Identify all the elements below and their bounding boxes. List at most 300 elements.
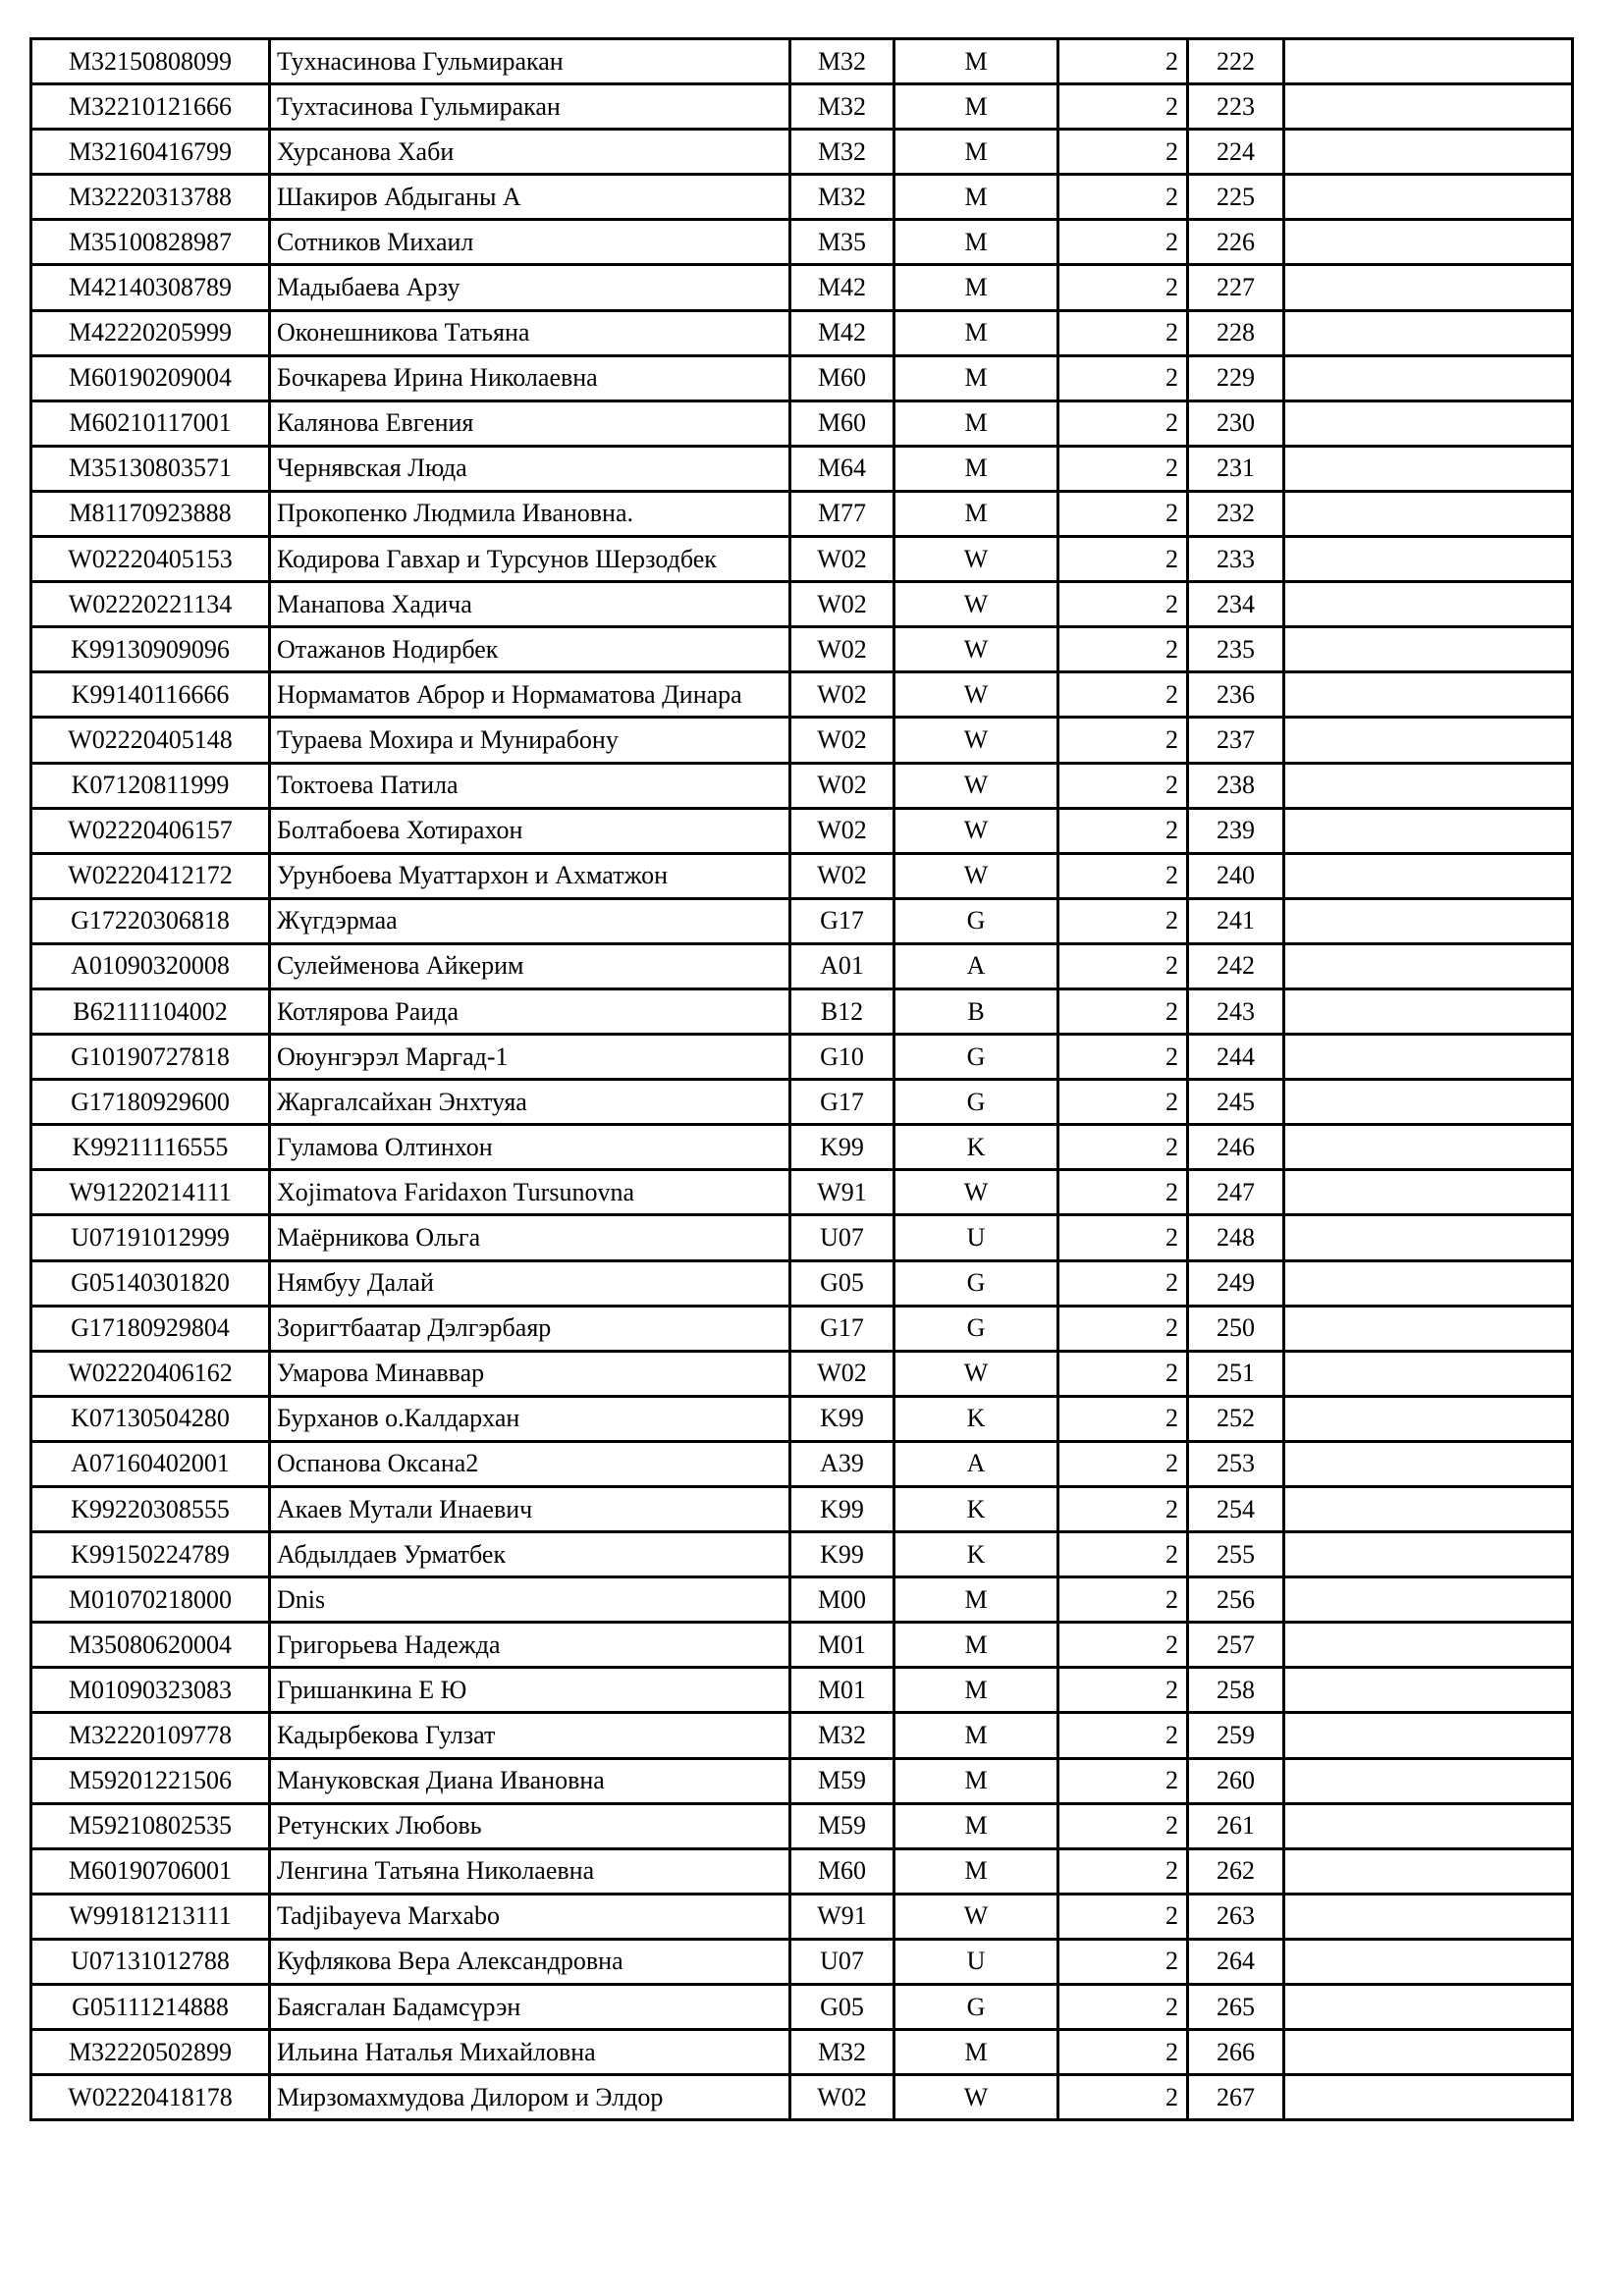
class-code-cell: K99 xyxy=(790,1532,894,1577)
class-code-cell: M32 xyxy=(790,130,894,175)
empty-cell xyxy=(1284,220,1573,265)
number-cell: 260 xyxy=(1188,1758,1284,1803)
participant-id-cell: M32220313788 xyxy=(31,175,270,220)
count-cell: 2 xyxy=(1058,1080,1188,1125)
number-cell: 241 xyxy=(1188,898,1284,943)
participant-name-cell: Ленгина Татьяна Николаевна xyxy=(270,1848,790,1894)
table-row xyxy=(31,1758,1573,1803)
count-cell: 2 xyxy=(1058,1125,1188,1170)
empty-cell xyxy=(1284,1396,1573,1441)
participant-id-cell: M59201221506 xyxy=(31,1758,270,1803)
table-row xyxy=(31,1713,1573,1758)
count-cell: 2 xyxy=(1058,1306,1188,1351)
class-code-cell: M77 xyxy=(790,491,894,536)
empty-cell xyxy=(1284,175,1573,220)
empty-cell xyxy=(1284,446,1573,491)
participant-name-cell: Котлярова Раида xyxy=(270,988,790,1034)
participant-id-cell: K99220308555 xyxy=(31,1487,270,1532)
participant-name-cell: Абдылдаев Урматбек xyxy=(270,1532,790,1577)
count-cell: 2 xyxy=(1058,1803,1188,1848)
empty-cell xyxy=(1284,400,1573,446)
empty-cell xyxy=(1284,130,1573,175)
number-cell: 258 xyxy=(1188,1668,1284,1713)
count-cell: 2 xyxy=(1058,1260,1188,1306)
group-letter-cell: G xyxy=(894,1260,1058,1306)
empty-cell xyxy=(1284,1848,1573,1894)
group-letter-cell: M xyxy=(894,175,1058,220)
count-cell: 2 xyxy=(1058,84,1188,130)
group-letter-cell: K xyxy=(894,1396,1058,1441)
table-row xyxy=(31,898,1573,943)
count-cell: 2 xyxy=(1058,2030,1188,2075)
group-letter-cell: W xyxy=(894,1351,1058,1396)
count-cell: 2 xyxy=(1058,1170,1188,1215)
class-code-cell: M60 xyxy=(790,1848,894,1894)
table-row xyxy=(31,1985,1573,2030)
participant-id-cell: M60190706001 xyxy=(31,1848,270,1894)
participant-id-cell: A01090320008 xyxy=(31,943,270,988)
empty-cell xyxy=(1284,1125,1573,1170)
number-cell: 229 xyxy=(1188,355,1284,400)
number-cell: 254 xyxy=(1188,1487,1284,1532)
empty-cell xyxy=(1284,1758,1573,1803)
table-row xyxy=(31,265,1573,310)
participant-id-cell: A07160402001 xyxy=(31,1441,270,1486)
participant-name-cell: Tadjibayeva Marxabo xyxy=(270,1894,790,1939)
class-code-cell: M42 xyxy=(790,265,894,310)
empty-cell xyxy=(1284,1215,1573,1260)
class-code-cell: W02 xyxy=(790,672,894,718)
participant-id-cell: M59210802535 xyxy=(31,1803,270,1848)
empty-cell xyxy=(1284,1487,1573,1532)
participant-id-cell: M01070218000 xyxy=(31,1577,270,1623)
class-code-cell: M59 xyxy=(790,1803,894,1848)
count-cell: 2 xyxy=(1058,988,1188,1034)
group-letter-cell: W xyxy=(894,763,1058,808)
count-cell: 2 xyxy=(1058,1939,1188,1984)
participant-id-cell: K07120811999 xyxy=(31,763,270,808)
empty-cell xyxy=(1284,582,1573,627)
class-code-cell: M01 xyxy=(790,1623,894,1668)
participant-id-cell: M01090323083 xyxy=(31,1668,270,1713)
table-row xyxy=(31,1035,1573,1080)
count-cell: 2 xyxy=(1058,1532,1188,1577)
table-row xyxy=(31,355,1573,400)
number-cell: 245 xyxy=(1188,1080,1284,1125)
class-code-cell: G17 xyxy=(790,1306,894,1351)
participant-name-cell: Ильина Наталья Михайловна xyxy=(270,2030,790,2075)
empty-cell xyxy=(1284,898,1573,943)
number-cell: 240 xyxy=(1188,853,1284,898)
count-cell: 2 xyxy=(1058,1985,1188,2030)
participant-id-cell: W02220405153 xyxy=(31,537,270,582)
group-letter-cell: M xyxy=(894,265,1058,310)
participant-id-cell: M42140308789 xyxy=(31,265,270,310)
participant-id-cell: G05111214888 xyxy=(31,1985,270,2030)
participant-name-cell: Кодирова Гавхар и Турсунов Шерзодбек xyxy=(270,537,790,582)
participant-name-cell: Оспанова Оксана2 xyxy=(270,1441,790,1486)
empty-cell xyxy=(1284,537,1573,582)
group-letter-cell: M xyxy=(894,84,1058,130)
empty-cell xyxy=(1284,2030,1573,2075)
participant-name-cell: Тухтасинова Гульмиракан xyxy=(270,84,790,130)
participant-name-cell: Бочкарева Ирина Николаевна xyxy=(270,355,790,400)
number-cell: 266 xyxy=(1188,2030,1284,2075)
count-cell: 2 xyxy=(1058,310,1188,355)
participant-id-cell: U07191012999 xyxy=(31,1215,270,1260)
participant-name-cell: Григорьева Надежда xyxy=(270,1623,790,1668)
empty-cell xyxy=(1284,1713,1573,1758)
participant-name-cell: Бурханов о.Калдархан xyxy=(270,1396,790,1441)
group-letter-cell: G xyxy=(894,1985,1058,2030)
count-cell: 2 xyxy=(1058,265,1188,310)
group-letter-cell: G xyxy=(894,1306,1058,1351)
table-row xyxy=(31,1351,1573,1396)
table-row xyxy=(31,1170,1573,1215)
group-letter-cell: M xyxy=(894,1623,1058,1668)
class-code-cell: W02 xyxy=(790,627,894,672)
participant-id-cell: W02220412172 xyxy=(31,853,270,898)
table-row xyxy=(31,220,1573,265)
participant-name-cell: Отажанов Нодирбек xyxy=(270,627,790,672)
group-letter-cell: U xyxy=(894,1939,1058,1984)
count-cell: 2 xyxy=(1058,1894,1188,1939)
class-code-cell: G05 xyxy=(790,1985,894,2030)
count-cell: 2 xyxy=(1058,130,1188,175)
number-cell: 230 xyxy=(1188,400,1284,446)
participant-id-cell: K07130504280 xyxy=(31,1396,270,1441)
participant-name-cell: Мирзомахмудова Дилором и Элдор xyxy=(270,2075,790,2120)
participant-name-cell: Мадыбаева Арзу xyxy=(270,265,790,310)
class-code-cell: M32 xyxy=(790,39,894,84)
table-row xyxy=(31,1080,1573,1125)
participant-id-cell: W99181213111 xyxy=(31,1894,270,1939)
participant-id-cell: K99211116555 xyxy=(31,1125,270,1170)
class-code-cell: M60 xyxy=(790,400,894,446)
group-letter-cell: M xyxy=(894,220,1058,265)
group-letter-cell: W xyxy=(894,1170,1058,1215)
participant-name-cell: Маёрникова Ольга xyxy=(270,1215,790,1260)
participant-name-cell: Ретунских Любовь xyxy=(270,1803,790,1848)
group-letter-cell: M xyxy=(894,1713,1058,1758)
empty-cell xyxy=(1284,1441,1573,1486)
group-letter-cell: W xyxy=(894,627,1058,672)
table-body xyxy=(31,39,1573,2120)
participant-id-cell: W02220221134 xyxy=(31,582,270,627)
group-letter-cell: W xyxy=(894,582,1058,627)
participant-id-cell: U07131012788 xyxy=(31,1939,270,1984)
class-code-cell: M64 xyxy=(790,446,894,491)
empty-cell xyxy=(1284,1894,1573,1939)
table-row xyxy=(31,988,1573,1034)
participant-name-cell: Кадырбекова Гулзат xyxy=(270,1713,790,1758)
participant-name-cell: Xojimatova Faridaxon Tursunovna xyxy=(270,1170,790,1215)
group-letter-cell: K xyxy=(894,1532,1058,1577)
participant-name-cell: Чернявская Люда xyxy=(270,446,790,491)
table-row xyxy=(31,446,1573,491)
number-cell: 243 xyxy=(1188,988,1284,1034)
number-cell: 252 xyxy=(1188,1396,1284,1441)
group-letter-cell: M xyxy=(894,491,1058,536)
group-letter-cell: M xyxy=(894,355,1058,400)
class-code-cell: W02 xyxy=(790,537,894,582)
participant-id-cell: W02220418178 xyxy=(31,2075,270,2120)
group-letter-cell: G xyxy=(894,1035,1058,1080)
empty-cell xyxy=(1284,310,1573,355)
table-row xyxy=(31,1668,1573,1713)
participant-name-cell: Зоригтбаатар Дэлгэрбаяр xyxy=(270,1306,790,1351)
group-letter-cell: M xyxy=(894,1803,1058,1848)
participant-name-cell: Тураева Мохира и Мунирабону xyxy=(270,718,790,763)
group-letter-cell: W xyxy=(894,808,1058,853)
participant-name-cell: Куфлякова Вера Александровна xyxy=(270,1939,790,1984)
participant-name-cell: Баясгалан Бадамсүрэн xyxy=(270,1985,790,2030)
empty-cell xyxy=(1284,1170,1573,1215)
table-row xyxy=(31,672,1573,718)
class-code-cell: M32 xyxy=(790,175,894,220)
empty-cell xyxy=(1284,718,1573,763)
class-code-cell: M32 xyxy=(790,2030,894,2075)
number-cell: 259 xyxy=(1188,1713,1284,1758)
participant-name-cell: Калянова Евгения xyxy=(270,400,790,446)
participant-id-cell: M42220205999 xyxy=(31,310,270,355)
number-cell: 242 xyxy=(1188,943,1284,988)
table-row xyxy=(31,1848,1573,1894)
participant-name-cell: Оюунгэрэл Маргад-1 xyxy=(270,1035,790,1080)
group-letter-cell: W xyxy=(894,853,1058,898)
participant-name-cell: Нямбуу Далай xyxy=(270,1260,790,1306)
participant-id-cell: M32220502899 xyxy=(31,2030,270,2075)
participant-name-cell: Умарова Минаввар xyxy=(270,1351,790,1396)
table-row xyxy=(31,39,1573,84)
empty-cell xyxy=(1284,84,1573,130)
empty-cell xyxy=(1284,1939,1573,1984)
table-row xyxy=(31,1939,1573,1984)
empty-cell xyxy=(1284,1803,1573,1848)
count-cell: 2 xyxy=(1058,1848,1188,1894)
class-code-cell: M32 xyxy=(790,1713,894,1758)
group-letter-cell: M xyxy=(894,130,1058,175)
class-code-cell: W02 xyxy=(790,582,894,627)
table-row xyxy=(31,1532,1573,1577)
count-cell: 2 xyxy=(1058,175,1188,220)
participant-id-cell: M60210117001 xyxy=(31,400,270,446)
group-letter-cell: M xyxy=(894,400,1058,446)
table-row xyxy=(31,853,1573,898)
participant-id-cell: G05140301820 xyxy=(31,1260,270,1306)
table-row xyxy=(31,175,1573,220)
number-cell: 231 xyxy=(1188,446,1284,491)
class-code-cell: G17 xyxy=(790,898,894,943)
participant-name-cell: Токтоева Патила xyxy=(270,763,790,808)
class-code-cell: W02 xyxy=(790,1351,894,1396)
count-cell: 2 xyxy=(1058,1215,1188,1260)
table-row xyxy=(31,1441,1573,1486)
number-cell: 246 xyxy=(1188,1125,1284,1170)
number-cell: 226 xyxy=(1188,220,1284,265)
participant-name-cell: Урунбоева Муаттархон и Ахматжон xyxy=(270,853,790,898)
number-cell: 247 xyxy=(1188,1170,1284,1215)
number-cell: 250 xyxy=(1188,1306,1284,1351)
participant-id-cell: M35100828987 xyxy=(31,220,270,265)
empty-cell xyxy=(1284,355,1573,400)
group-letter-cell: M xyxy=(894,1668,1058,1713)
class-code-cell: M42 xyxy=(790,310,894,355)
count-cell: 2 xyxy=(1058,2075,1188,2120)
table-row xyxy=(31,2075,1573,2120)
table-row xyxy=(31,537,1573,582)
participant-id-cell: G10190727818 xyxy=(31,1035,270,1080)
group-letter-cell: M xyxy=(894,39,1058,84)
number-cell: 232 xyxy=(1188,491,1284,536)
table-row xyxy=(31,763,1573,808)
class-code-cell: W02 xyxy=(790,763,894,808)
count-cell: 2 xyxy=(1058,853,1188,898)
empty-cell xyxy=(1284,265,1573,310)
empty-cell xyxy=(1284,1306,1573,1351)
empty-cell xyxy=(1284,1623,1573,1668)
group-letter-cell: W xyxy=(894,718,1058,763)
group-letter-cell: M xyxy=(894,310,1058,355)
participant-name-cell: Гуламова Олтинхон xyxy=(270,1125,790,1170)
class-code-cell: G17 xyxy=(790,1080,894,1125)
participant-id-cell: W02220406162 xyxy=(31,1351,270,1396)
empty-cell xyxy=(1284,1080,1573,1125)
class-code-cell: B12 xyxy=(790,988,894,1034)
table-row xyxy=(31,943,1573,988)
count-cell: 2 xyxy=(1058,1623,1188,1668)
count-cell: 2 xyxy=(1058,1668,1188,1713)
participant-id-cell: M32150808099 xyxy=(31,39,270,84)
count-cell: 2 xyxy=(1058,355,1188,400)
number-cell: 233 xyxy=(1188,537,1284,582)
class-code-cell: W02 xyxy=(790,718,894,763)
number-cell: 237 xyxy=(1188,718,1284,763)
number-cell: 222 xyxy=(1188,39,1284,84)
number-cell: 249 xyxy=(1188,1260,1284,1306)
class-code-cell: G10 xyxy=(790,1035,894,1080)
count-cell: 2 xyxy=(1058,808,1188,853)
participant-name-cell: Шакиров Абдыганы А xyxy=(270,175,790,220)
class-code-cell: W91 xyxy=(790,1894,894,1939)
empty-cell xyxy=(1284,943,1573,988)
class-code-cell: W02 xyxy=(790,2075,894,2120)
number-cell: 265 xyxy=(1188,1985,1284,2030)
participant-id-cell: M35130803571 xyxy=(31,446,270,491)
table-row xyxy=(31,130,1573,175)
number-cell: 257 xyxy=(1188,1623,1284,1668)
table-row xyxy=(31,1306,1573,1351)
group-letter-cell: K xyxy=(894,1487,1058,1532)
empty-cell xyxy=(1284,2075,1573,2120)
count-cell: 2 xyxy=(1058,898,1188,943)
table-row xyxy=(31,1577,1573,1623)
class-code-cell: W02 xyxy=(790,808,894,853)
number-cell: 238 xyxy=(1188,763,1284,808)
number-cell: 234 xyxy=(1188,582,1284,627)
table-row xyxy=(31,1623,1573,1668)
count-cell: 2 xyxy=(1058,763,1188,808)
number-cell: 223 xyxy=(1188,84,1284,130)
class-code-cell: U07 xyxy=(790,1215,894,1260)
group-letter-cell: M xyxy=(894,1848,1058,1894)
participant-name-cell: Dnis xyxy=(270,1577,790,1623)
count-cell: 2 xyxy=(1058,672,1188,718)
participant-name-cell: Сотников Михаил xyxy=(270,220,790,265)
participant-id-cell: M60190209004 xyxy=(31,355,270,400)
count-cell: 2 xyxy=(1058,718,1188,763)
number-cell: 225 xyxy=(1188,175,1284,220)
number-cell: 224 xyxy=(1188,130,1284,175)
participant-id-cell: W02220406157 xyxy=(31,808,270,853)
participant-name-cell: Тухнасинова Гульмиракан xyxy=(270,39,790,84)
count-cell: 2 xyxy=(1058,39,1188,84)
count-cell: 2 xyxy=(1058,1758,1188,1803)
participant-name-cell: Жүгдэрмаа xyxy=(270,898,790,943)
group-letter-cell: B xyxy=(894,988,1058,1034)
class-code-cell: U07 xyxy=(790,1939,894,1984)
number-cell: 248 xyxy=(1188,1215,1284,1260)
class-code-cell: M01 xyxy=(790,1668,894,1713)
participant-id-cell: M35080620004 xyxy=(31,1623,270,1668)
empty-cell xyxy=(1284,672,1573,718)
count-cell: 2 xyxy=(1058,1487,1188,1532)
class-code-cell: M00 xyxy=(790,1577,894,1623)
table-row xyxy=(31,718,1573,763)
participant-id-cell: K99140116666 xyxy=(31,672,270,718)
participant-name-cell: Сулейменова Айкерим xyxy=(270,943,790,988)
count-cell: 2 xyxy=(1058,1441,1188,1486)
number-cell: 239 xyxy=(1188,808,1284,853)
count-cell: 2 xyxy=(1058,1351,1188,1396)
results-table xyxy=(29,37,1574,2121)
table-row xyxy=(31,84,1573,130)
group-letter-cell: U xyxy=(894,1215,1058,1260)
table-row xyxy=(31,400,1573,446)
participant-name-cell: Жаргалсайхан Энхтуяа xyxy=(270,1080,790,1125)
table-row xyxy=(31,627,1573,672)
participant-id-cell: M32160416799 xyxy=(31,130,270,175)
group-letter-cell: W xyxy=(894,672,1058,718)
empty-cell xyxy=(1284,1260,1573,1306)
table-row xyxy=(31,1487,1573,1532)
count-cell: 2 xyxy=(1058,1035,1188,1080)
number-cell: 267 xyxy=(1188,2075,1284,2120)
participant-id-cell: G17180929804 xyxy=(31,1306,270,1351)
table-row xyxy=(31,808,1573,853)
number-cell: 227 xyxy=(1188,265,1284,310)
participant-id-cell: M81170923888 xyxy=(31,491,270,536)
group-letter-cell: A xyxy=(894,943,1058,988)
number-cell: 263 xyxy=(1188,1894,1284,1939)
table-row xyxy=(31,2030,1573,2075)
participant-name-cell: Манапова Хадича xyxy=(270,582,790,627)
class-code-cell: M35 xyxy=(790,220,894,265)
class-code-cell: K99 xyxy=(790,1396,894,1441)
number-cell: 264 xyxy=(1188,1939,1284,1984)
count-cell: 2 xyxy=(1058,627,1188,672)
empty-cell xyxy=(1284,1351,1573,1396)
empty-cell xyxy=(1284,39,1573,84)
table-row xyxy=(31,1215,1573,1260)
count-cell: 2 xyxy=(1058,582,1188,627)
count-cell: 2 xyxy=(1058,1396,1188,1441)
number-cell: 235 xyxy=(1188,627,1284,672)
empty-cell xyxy=(1284,1532,1573,1577)
group-letter-cell: M xyxy=(894,1758,1058,1803)
table-row xyxy=(31,310,1573,355)
group-letter-cell: M xyxy=(894,2030,1058,2075)
